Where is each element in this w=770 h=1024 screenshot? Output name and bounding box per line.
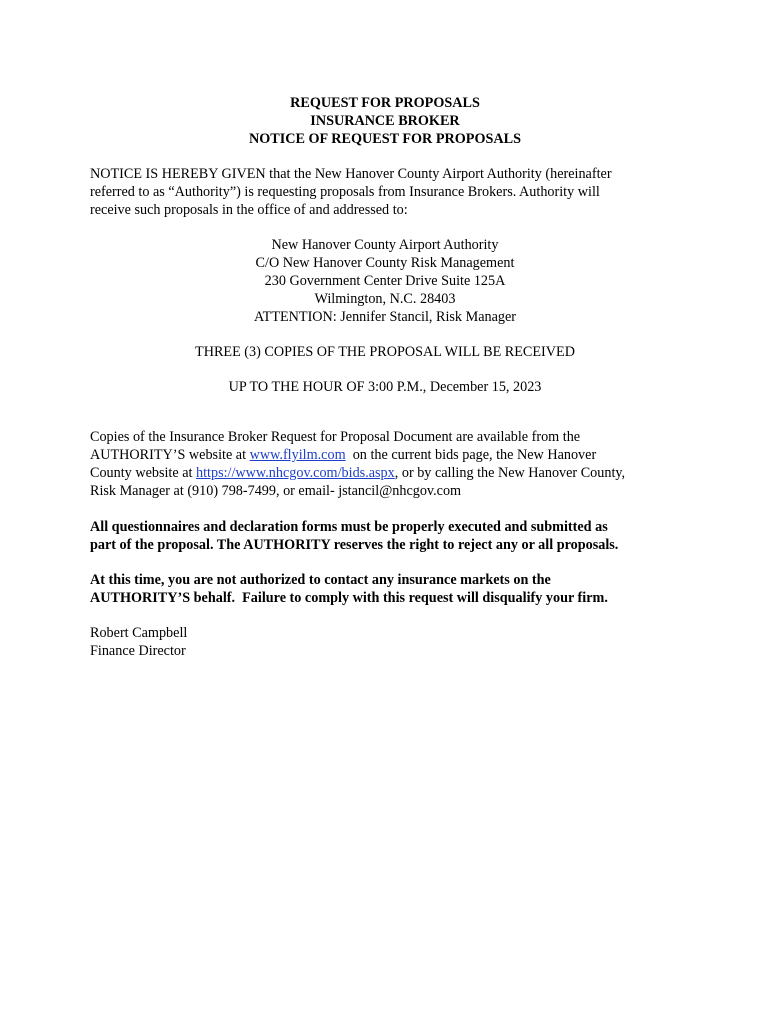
availability-line-4: Risk Manager at (910) 798-7499, or email- jstancil@nhcgov.com: [90, 483, 462, 499]
notice-paragraph: [90, 165, 680, 219]
address-line-5: ATTENTION: Jennifer Stancil, Risk Manager: [253, 309, 516, 325]
availability-line-2: [90, 446, 680, 464]
heading-line-1: REQUEST FOR PROPOSALS: [290, 95, 480, 111]
availability-line-3-prefix: County website at: [90, 465, 196, 481]
availability-line-3: [90, 464, 680, 482]
copies-statement: THREE (3) COPIES OF THE PROPOSAL WILL BE RECEIVED: [195, 344, 575, 360]
signatory-name: Robert Campbell: [90, 625, 188, 641]
signatory-title: Finance Director: [90, 643, 186, 659]
notice-line-2: referred to as “Authority”) is requesting proposals from Insurance Brokers. Authority will: [90, 184, 600, 200]
document-body: [90, 94, 680, 660]
warning-line-1: At this time, you are not authorized to contact any insurance markets on the: [90, 572, 551, 588]
signature-block: [90, 624, 680, 660]
availability-paragraph: [90, 428, 680, 500]
availability-line-1: Copies of the Insurance Broker Request for Proposal Document are available from the: [90, 429, 581, 445]
address-line-2: C/O New Hanover County Risk Management: [255, 255, 515, 271]
address-line-1: New Hanover County Airport Authority: [271, 237, 499, 253]
requirements-line-2: part of the proposal. The AUTHORITY reserves the right to reject any or all proposals.: [90, 537, 619, 553]
heading-line-3: NOTICE OF REQUEST FOR PROPOSALS: [249, 131, 521, 147]
notice-line-3: receive such proposals in the office of and addressed to:: [90, 202, 408, 218]
warning-line-2: AUTHORITY’S behalf. Failure to comply with this request will disqualify your firm.: [90, 590, 608, 606]
heading-line-2: INSURANCE BROKER: [310, 113, 460, 129]
flyilm-website-link[interactable]: www.flyilm.com: [249, 447, 346, 463]
address-line-3: 230 Government Center Drive Suite 125A: [264, 273, 506, 289]
address-block: [90, 236, 680, 326]
availability-line-2-suffix: on the current bids page, the New Hanover: [345, 447, 597, 463]
address-line-4: Wilmington, N.C. 28403: [314, 291, 456, 307]
deadline-statement: UP TO THE HOUR OF 3:00 P.M., December 15, 2023: [228, 379, 542, 395]
nhcgov-bids-link[interactable]: https://www.nhcgov.com/bids.aspx: [196, 465, 395, 481]
notice-line-1: NOTICE IS HEREBY GIVEN that the New Hanover County Airport Authority (hereinafter: [90, 166, 612, 182]
availability-line-2-prefix: AUTHORITY’S website at: [90, 447, 250, 463]
document-heading: [90, 94, 680, 148]
availability-line-3-suffix: , or by calling the New Hanover County,: [394, 465, 626, 481]
requirements-paragraph: [90, 518, 680, 554]
warning-paragraph: [90, 571, 680, 607]
requirements-line-1: All questionnaires and declaration forms must be properly executed and submitted as: [90, 519, 608, 535]
